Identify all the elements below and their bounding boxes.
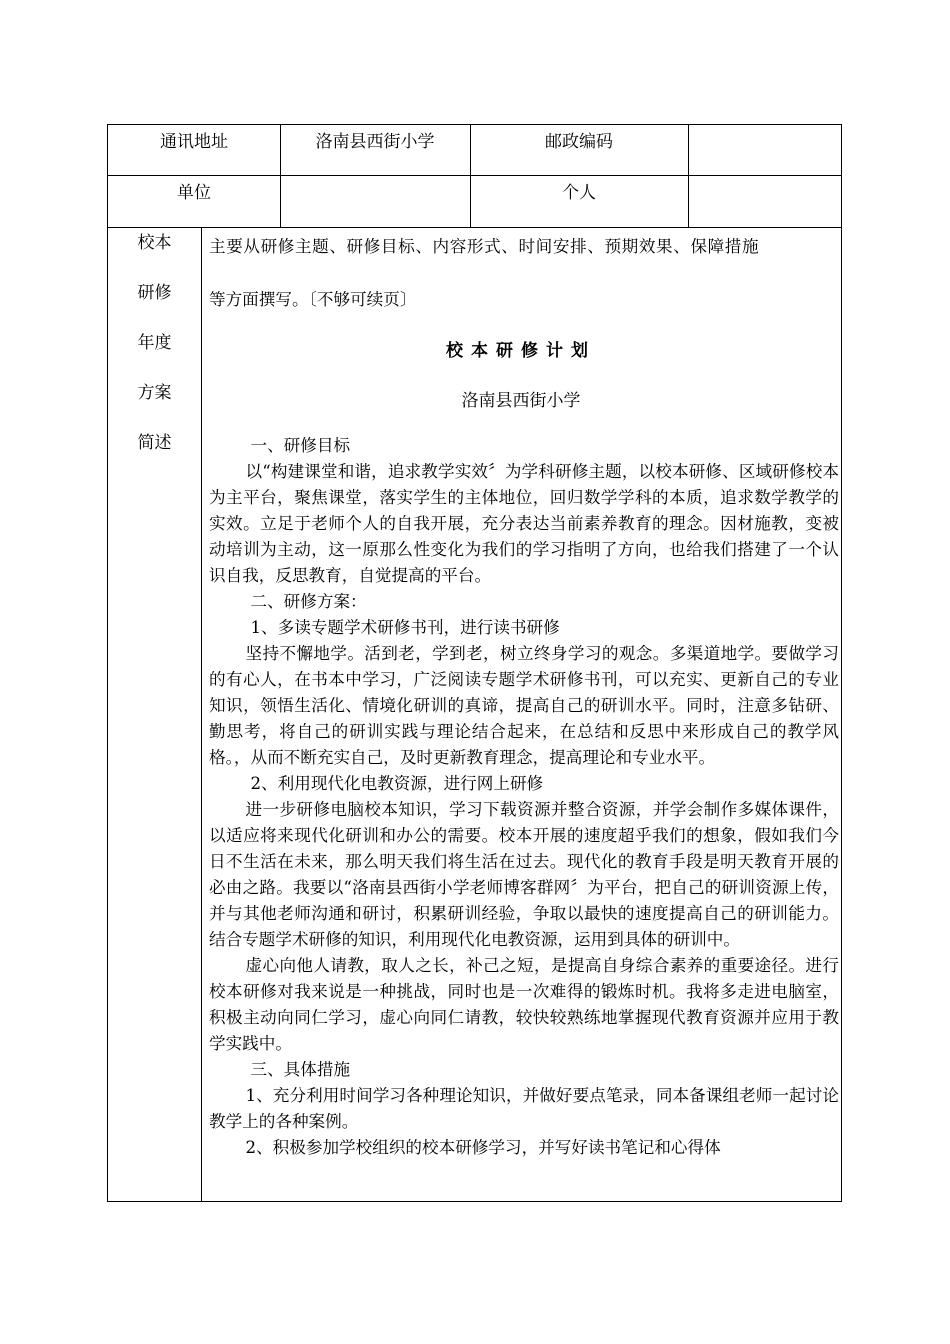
body-paragraph: 以“构建课堂和谐，追求教学实效〞为学科研修主题，以校本研修、区域研修校本为主平台，聚焦课堂，落实学生的主体地位，回归数学学科的本质，追求数学教学的实效。立足于老师个人的自我开展，充分表达当前素养教育的理念。因材施教，变被动培训为主动，这一原那么性变化为我们的学习指明了方向，也给我们搭建了一个认识自我，反思教育，自觉提高的平台。 (209, 462, 839, 585)
body-paragraph: 坚持不懈地学。活到老，学到老，树立终身学习的观念。多渠道地学。要做学习的有心人，在书本中学习，广泛阅读专题学术研修书刊，可以充实、更新自己的专业知识，领悟生活化、情境化研训的真谛，提高自己的研训水平。同时，注意多钻研、勤思考，将自己的研训实践与理论结合起来，在总结和反思中来形成自己的教学风格。，从而不断充实自己，及时更新教育理念，提高理论和专业水平。 (209, 644, 839, 767)
section-heading: 2、利用现代化电教资源，进行网上研修 (250, 774, 544, 793)
plan-title: 校本研修计划 (446, 341, 596, 361)
side-label-line: 方案 (137, 383, 172, 403)
row-divider (108, 227, 841, 228)
section-heading: 三、具体措施 (250, 1060, 351, 1079)
column-divider (688, 125, 689, 227)
postcode-label: 邮政编码 (545, 132, 613, 152)
side-label-line: 研修 (137, 283, 172, 303)
side-label-line: 校本 (137, 233, 172, 253)
school-name: 洛南县西街小学 (461, 391, 581, 411)
section-heading: 二、研修方案： (250, 592, 367, 611)
row-divider (108, 175, 841, 176)
body-paragraph: 进一步研修电脑校本知识，学习下载资源并整合资源，并学会制作多媒体课件，以适应将来现代化研训和办公的需要。校本开展的速度超乎我们的想象，假如我们今日不生活在未来，那么明天我们将生活在过去。现代化的教育手段是明天教育开展的必由之路。我要以“洛南县西街小学老师博客群网〞为平台，把自己的研训资源上传，并与其他老师沟通和研讨，积累研训经验，争取以最快的速度提高自己的研训能力。结合专题学术研修的知识，利用现代化电教资源，运用到具体的研训中。 (209, 800, 839, 949)
application-form-table (107, 124, 842, 1202)
plan-body (209, 433, 839, 1161)
column-divider (201, 227, 202, 1201)
side-label-line: 简述 (137, 433, 172, 453)
section-heading: 一、研修目标 (250, 436, 351, 455)
address-value: 洛南县西街小学 (315, 132, 435, 152)
body-paragraph: 1、充分利用时间学习各种理论知识，并做好要点笔录，同本备课组老师一起讨论教学上的各种案例。 (209, 1086, 839, 1131)
instruction-text-line: 主要从研修主题、研修目标、内容形式、时间安排、预期效果、保障措施 (209, 237, 760, 256)
side-label-line: 年度 (137, 333, 172, 353)
body-paragraph: 虚心向他人请教，取人之长，补己之短，是提高自身综合素养的重要途径。进行校本研修对我来说是一种挑战，同时也是一次难得的锻炼时机。我将多走进电脑室，积极主动向同仁学习，虚心向同仁请教，较快较熟练地掌握现代教育资源并应用于教学实践中。 (209, 956, 839, 1053)
address-label: 通讯地址 (160, 132, 228, 152)
body-paragraph: 2、积极参加学校组织的校本研修学习，并写好读书笔记和心得体 (245, 1138, 721, 1157)
unit-label: 单位 (177, 183, 211, 203)
section-heading: 1、多读专题学术研修书刊，进行读书研修 (250, 618, 560, 637)
personal-label: 个人 (562, 183, 596, 203)
instruction-text-line: 等方面撰写。〔不够可续页〕 (209, 290, 417, 309)
